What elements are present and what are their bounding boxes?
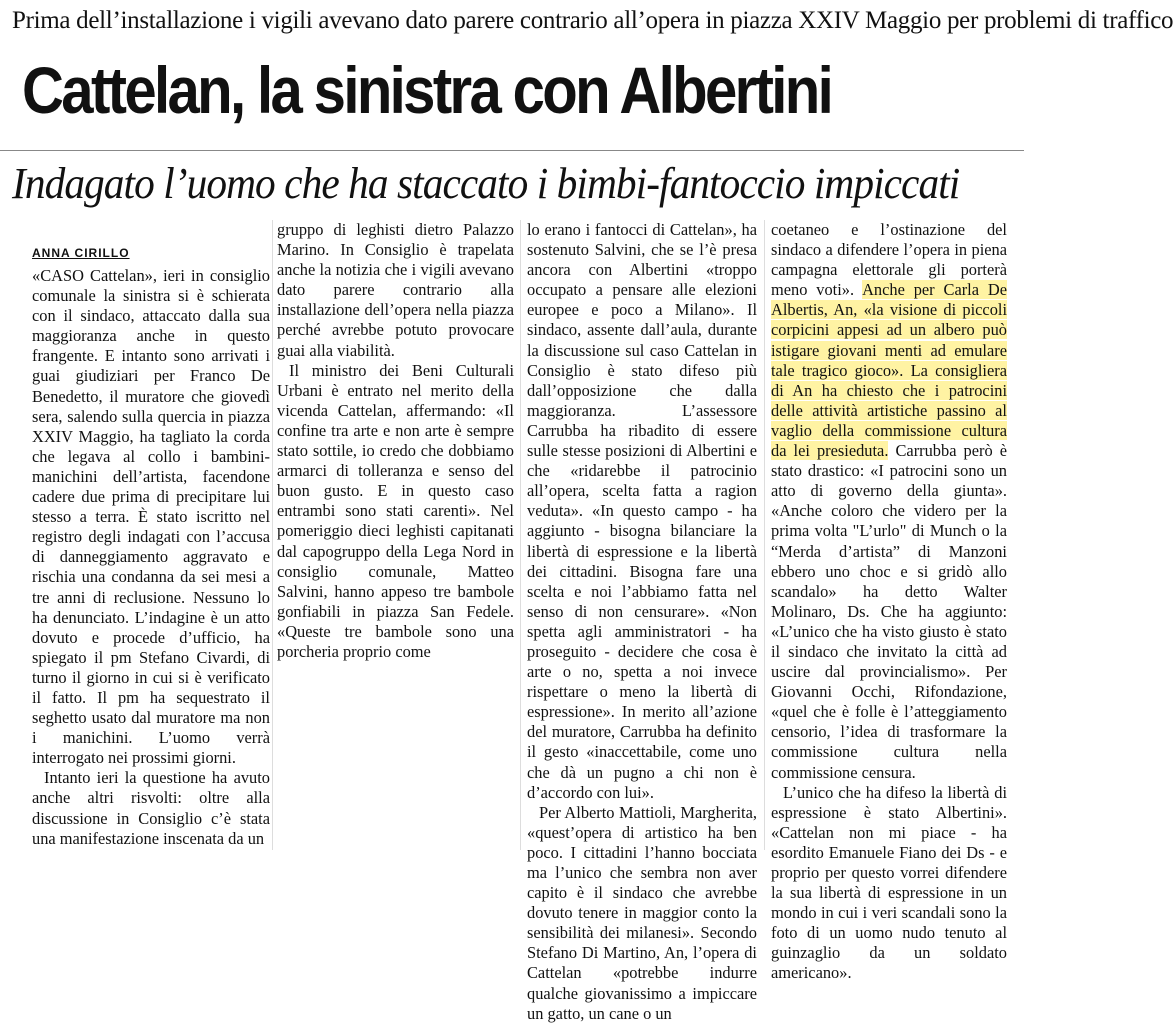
byline: ANNA CIRILLO <box>32 246 130 260</box>
article-subheadline: Indagato l’uomo che ha staccato i bimbi-fantoccio impiccati <box>12 159 960 208</box>
column-divider <box>520 220 521 850</box>
paragraph: Il ministro dei Beni Culturali Urbani è entrato nel merito della vicenda Cattelan, affermando: «Il confine tra arte e non arte è sempre stato sottile, io credo che dobbiamo armarci di tolleranza e senso del buon gusto. E in questo caso entrambi sono stati carenti». Nel pomeriggio dieci leghisti capitanati dal capogruppo della Lega Nord in consiglio comunale, Matteo Salvini, hanno appeso tre bambole gonfiabili in piazza San Fedele. «Queste tre bambole sono una porcheria proprio come <box>277 360 514 661</box>
column-divider <box>272 220 273 850</box>
paragraph-text: coetaneo e l’ostinazione del sindaco a difendere l’opera in piena campagna elettorale gli porterà meno voti». <box>771 220 1007 300</box>
paragraph: Intanto ieri la questione ha avuto anche altri risvolti: oltre alla discussione in Consiglio c’è stata una manifestazione inscenata da un <box>32 768 270 848</box>
highlighted-passage: Anche per Carla De Albertis, An, «la visione di piccoli corpicini appesi ad un albero può istigare giovani menti ad emulare tale tragico gioco». La consigliera di An ha chiesto che i patrocini delle attività artistiche passino al vaglio della commissione cultura da lei presieduta. <box>771 280 1007 461</box>
paragraph: Per Alberto Mattioli, Margherita, «quest’opera di artistico ha ben poco. I cittadini l’hanno bocciata ma l’unico che sembra non aver capito è il sindaco che avrebbe dovuto tenere in maggior conto la sensibilità dei milanesi». Secondo Stefano Di Martino, An, l’opera di Cattelan «potrebbe indurre qualche giovanissimo a impiccare un gatto, un cane o un <box>527 802 757 1023</box>
paragraph: L’unico che ha difeso la libertà di espressione è stato Albertini». «Cattelan non mi piace - ha esordito Emanuele Fiano dei Ds - e proprio per questo vorrei difendere la sua libertà di espressione in un mondo in cui i veri scandali sono la foto di un uomo nudo tenuto al guinzaglio da un soldato americano». <box>771 782 1007 983</box>
article-column-3 <box>527 220 757 1024</box>
article-column-4 <box>771 220 1007 984</box>
article-column-1 <box>32 248 270 849</box>
paragraph: lo erano i fantocci di Cattelan», ha sostenuto Salvini, che se l’è presa ancora con Albertini «troppo occupato a pensare alle elezioni europee e poco a Milano». Il sindaco, assente dall’aula, durante la discussione sul caso Cattelan in Consiglio è stato difeso più dall’opposizione che dalla maggioranza. L’assessore Carrubba ha ribadito di essere sulle stesse posizioni di Albertini e che «ridarebbe il patrocinio all’opera, scelta fatta a ragion veduta». «In questo campo - ha aggiunto - bisogna bilanciare la libertà di espressione e la libertà dei cittadini. Bisogna fare una scelta e noi l’abbiamo fatta nel senso di non censurare». «Non spetta agli amministratori - ha proseguito - decidere che cosa è arte o no, spetta a noi invece rispettare o meno la libertà di espressione». In merito all’azione del muratore, Carrubba ha definito il gesto «inaccettabile, come uno che dà un pugno a chi non è d’accordo con lui». <box>527 220 757 802</box>
article-column-2 <box>277 220 514 662</box>
paragraph-text: Carrubba però è stato drastico: «I patrocini sono un atto di governo della giunta». «Anche coloro che videro per la prima volta "L’urlo" di Munch o la “Merda d’artista” di Manzoni ebbero uno choc e si gridò allo scandalo» ha detto Walter Molinaro, Ds. Che ha aggiunto: «L’unico che ha visto giusto è stato il sindaco che invitato la città ad uscire dal provincialismo». Per Giovanni Occhi, Rifondazione, «quel che è folle è l’atteggiamento censorio, l’idea di trasformare la commissione cultura nella commissione censura. <box>771 441 1007 782</box>
paragraph: «CASO Cattelan», ieri in consiglio comunale la sinistra si è schierata con il sindaco, attaccato dalla sua maggioranza anche in questo frangente. E intanto sono arrivati i guai giudiziari per Franco De Benedetto, il muratore che giovedì sera, salendo sulla quercia in piazza XXIV Maggio, ha tagliato la corda che legava al collo i bambini-manichini dell’artista, facendone cadere due prima di precipitare lui stesso a terra. È stato iscritto nel registro degli indagati con l’accusa di danneggiamento aggravato e rischia una condanna da sei mesi a tre anni di reclusione. Nessuno lo ha denunciato. L’indagine è un atto dovuto e procede d’ufficio, ha spiegato il pm Stefano Civardi, di turno il giorno in cui si è verificato il fatto. Il pm ha sequestrato il seghetto usato dal muratore ma non i manichini. L’uomo verrà interrogato nei prossimi giorni. <box>32 266 270 768</box>
headline-divider <box>0 150 1024 151</box>
paragraph: gruppo di leghisti dietro Palazzo Marino. In Consiglio è trapelata anche la notizia che i vigili avevano dato parere contrario alla installazione dell’opera nella piazza perché avrebbe potuto provocare guai alla viabilità. <box>277 220 514 360</box>
column-divider <box>764 220 765 850</box>
article-kicker: Prima dell’installazione i vigili avevano dato parere contrario all’opera in piazza XXIV Maggio per problemi di traffico <box>12 7 1173 34</box>
paragraph <box>771 220 1007 783</box>
article-headline: Cattelan, la sinistra con Albertini <box>22 53 832 127</box>
